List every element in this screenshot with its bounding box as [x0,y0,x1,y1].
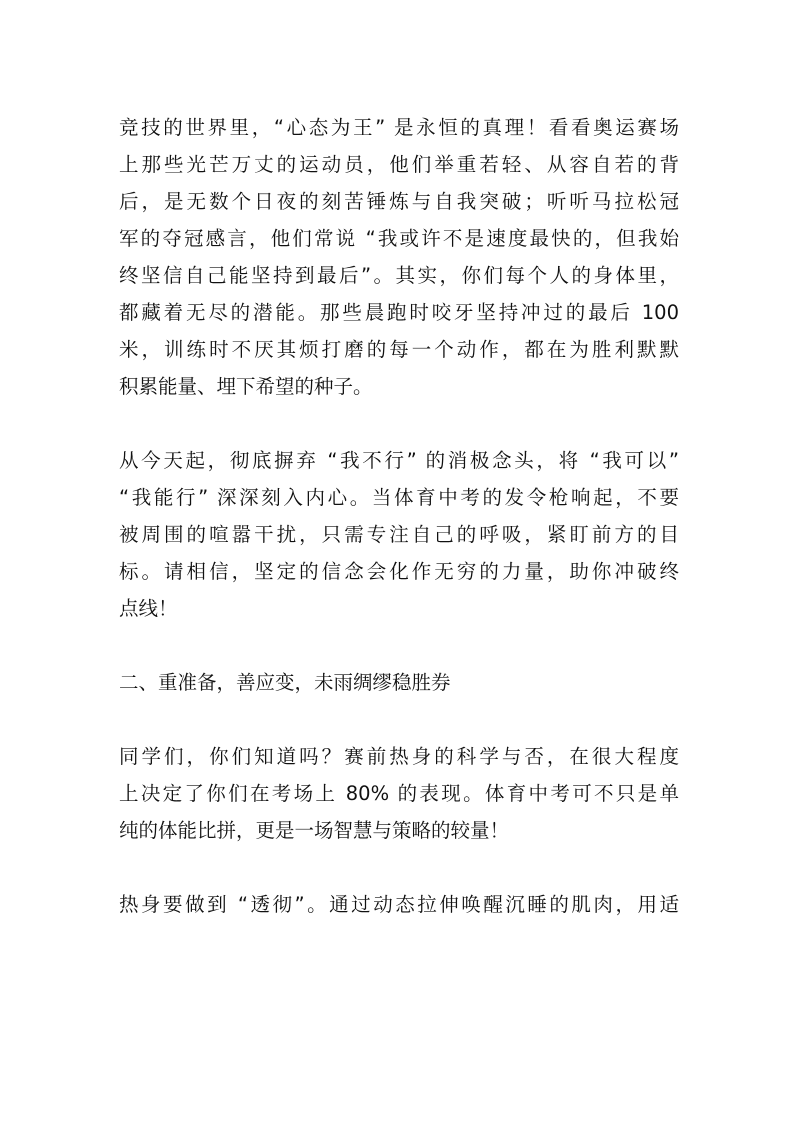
paragraph-warmup-detail [119,886,679,923]
paragraph-mindset [119,109,679,405]
text-line: 纯的体能比拼，更是一场智慧与策略的较量！ [119,819,510,842]
text-line: 上那些光芒万丈的运动员，他们举重若轻、从容自若的背 [119,153,679,176]
section-heading [119,664,679,701]
text-line: 米，训练时不厌其烦打磨的每一个动作，都在为胜利默默 [119,338,679,361]
text-line: 终坚信自己能坚持到最后”。其实，你们每个人的身体里， [119,264,679,287]
text-line: “我能行” 深深刻入内心。当体育中考的发令枪响起，不要 [119,486,679,509]
text-line: 标。请相信，坚定的信念会化作无穷的力量，助你冲破终 [119,560,679,583]
text-line: 上决定了你们在考场上 80% 的表现。体育中考可不只是单 [119,782,679,805]
heading-text: 二、重准备，善应变，未雨绸缪稳胜券 [119,671,451,694]
text-line: 竞技的世界里，“心态为王” 是永恒的真理！看看奥运赛场 [119,116,679,139]
text-line: 同学们，你们知道吗？赛前热身的科学与否，在很大程度 [119,745,679,768]
text-line: 从今天起，彻底摒弃 “我不行” 的消极念头，将 “我可以” [119,449,679,472]
document-body [119,109,679,960]
text-line: 军的夺冠感言，他们常说 “我或许不是速度最快的，但我始 [119,227,679,250]
text-line: 都藏着无尽的潜能。那些晨跑时咬牙坚持冲过的最后 100 [119,301,679,324]
paragraph-belief [119,442,679,627]
text-line: 后，是无数个日夜的刻苦锤炼与自我突破；听听马拉松冠 [119,190,679,213]
text-line: 被周围的喧嚣干扰，只需专注自己的呼吸，紧盯前方的目 [119,523,679,546]
text-line: 点线！ [119,597,178,620]
text-line: 热身要做到 “透彻”。通过动态拉伸唤醒沉睡的肌肉，用适 [119,893,679,916]
text-line: 积累能量、埋下希望的种子。 [119,375,373,398]
paragraph-warmup-intro [119,738,679,849]
